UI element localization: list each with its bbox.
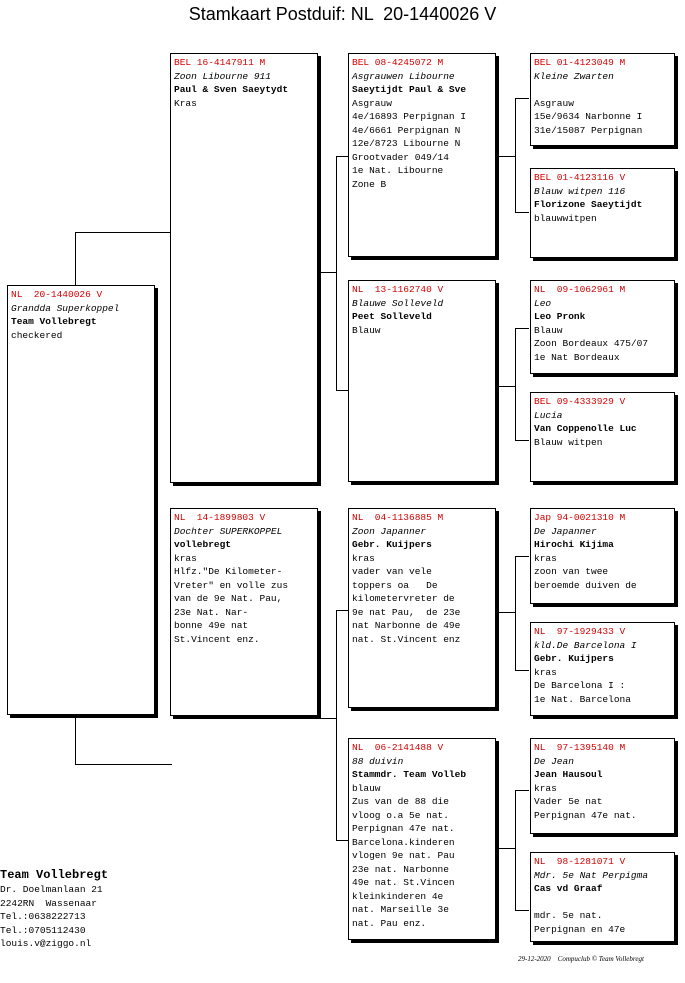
connector <box>336 390 348 391</box>
info-line: kras <box>534 782 557 794</box>
connector <box>498 156 515 157</box>
pigeon-card-ffm[interactable] <box>530 168 675 258</box>
pigeon-card-mother[interactable] <box>170 508 318 716</box>
ring-number: BEL 01-4123116 V <box>534 172 626 183</box>
ring-number: NL 14-1899803 V <box>174 512 266 523</box>
info-line: blauw <box>352 782 381 794</box>
owner-name: Florizone Saeytijdt <box>534 199 643 210</box>
info-line: 4e/16893 Perpignan I <box>352 111 467 122</box>
breeder-name: Team Vollebregt <box>0 868 109 882</box>
info-line: Barcelona.kinderen <box>352 836 455 848</box>
info-line: kras <box>534 552 557 564</box>
info-line: 49e nat. St.Vincen <box>352 877 455 888</box>
connector <box>498 848 515 849</box>
owner-name: Leo Pronk <box>534 311 586 322</box>
connector <box>515 790 529 791</box>
ring-number: NL 09-1062961 M <box>534 284 626 295</box>
ring-number: NL 20-1440026 V <box>11 289 103 300</box>
info-line: 1e Nat. Barcelona <box>534 693 631 705</box>
info-line: Vreter" en volle zus <box>174 579 289 591</box>
info-line: mdr. 5e nat. <box>534 910 603 921</box>
info-line: kilometervreter de <box>352 593 455 604</box>
info-line: 23e nat. Narbonne <box>352 863 449 875</box>
connector <box>75 714 76 764</box>
info-line: St.Vincent enz. <box>174 633 260 645</box>
info-line: Vader 5e nat <box>534 796 603 807</box>
info-line: blauwwitpen <box>534 212 597 224</box>
breeder-phone-line: Tel.:0705112430 <box>0 924 86 936</box>
connector <box>515 910 529 911</box>
ring-number: NL 97-1929433 V <box>534 626 626 637</box>
pigeon-name: Grandda Superkoppel <box>11 302 120 314</box>
owner-name: Saeytijdt Paul & Sve <box>352 84 467 95</box>
info-line <box>534 896 671 910</box>
connector <box>515 440 529 441</box>
connector <box>75 764 172 765</box>
page-title: Stamkaart Postduif: NL 20-1440026 V <box>188 4 497 24</box>
breeder-email[interactable]: louis.v@ziggo.nl <box>0 938 92 949</box>
connector <box>515 98 529 99</box>
pigeon-name: Asgrauwen Libourne <box>352 70 455 82</box>
info-line: nat. Pau enz. <box>352 917 427 929</box>
pigeon-card-fff[interactable] <box>530 53 675 146</box>
connector <box>515 328 516 440</box>
info-line: De Barcelona I : <box>534 680 626 691</box>
pigeon-name: Lucia <box>534 409 563 421</box>
info-line: nat. Marseille 3e <box>352 904 449 915</box>
info-line: bonne 49e nat <box>174 620 249 631</box>
info-line: Kras <box>174 97 197 109</box>
info-line: Asgrauw <box>352 97 392 109</box>
connector <box>515 328 529 329</box>
connector <box>515 98 516 212</box>
info-line: 23e Nat. Nar- <box>174 606 249 618</box>
ring-number: BEL 08-4245072 M <box>352 57 444 68</box>
connector <box>498 612 515 613</box>
breeder-info <box>0 867 108 951</box>
owner-name: Van Coppenolle Luc <box>534 423 637 434</box>
pigeon-card-mother-mother[interactable] <box>348 738 496 940</box>
info-line: Zone B <box>352 178 387 190</box>
pigeon-card-mff[interactable] <box>530 508 675 604</box>
pigeon-name: Blauw witpen 116 <box>534 185 626 197</box>
owner-name: Gebr. Kuijpers <box>534 653 614 664</box>
info-line: toppers oa De <box>352 579 438 591</box>
pigeon-name: Dochter SUPERKOPPEL <box>174 525 283 537</box>
info-line: Blauw witpen <box>534 436 603 448</box>
info-line: 12e/8723 Libourne N <box>352 138 461 149</box>
info-line: Blauw <box>534 324 563 336</box>
info-line: nat. St.Vincent enz <box>352 633 461 645</box>
owner-name: Team Vollebregt <box>11 316 97 327</box>
pigeon-name: De Japanner <box>534 525 597 537</box>
pigeon-name: Kleine Zwarten <box>534 70 614 82</box>
connector <box>321 272 336 273</box>
footer-credit: 29-12-2020 Compuclub © Team Vollebregt <box>518 955 644 963</box>
info-line: Zus van de 88 die <box>352 796 449 807</box>
connector <box>515 790 516 910</box>
ring-number: Jap 94-0021310 M <box>534 512 626 523</box>
ring-number: NL 06-2141488 V <box>352 742 444 753</box>
pigeon-card-mmm[interactable] <box>530 852 675 942</box>
info-line: Blauw <box>352 324 381 336</box>
owner-name: Paul & Sven Saeytydt <box>174 84 289 95</box>
pigeon-card-mother-father[interactable] <box>348 508 496 708</box>
pigeon-card-fmf[interactable] <box>530 280 675 374</box>
connector <box>321 718 336 719</box>
info-line: Zoon Bordeaux 475/07 <box>534 338 649 349</box>
info-line: Grootvader 049/14 <box>352 151 449 163</box>
info-line: kras <box>174 552 197 564</box>
ring-number: NL 97-1395140 M <box>534 742 626 753</box>
pigeon-name: De Jean <box>534 755 574 767</box>
breeder-address-line: Dr. Doelmanlaan 21 <box>0 884 103 895</box>
owner-name: vollebregt <box>174 539 232 550</box>
ring-number: BEL 01-4123049 M <box>534 57 626 68</box>
pigeon-name: 88 duivin <box>352 755 404 767</box>
info-line: van de 9e Nat. Pau, <box>174 593 283 604</box>
pigeon-card-mmf[interactable] <box>530 738 675 834</box>
pigeon-card-father[interactable] <box>170 53 318 483</box>
info-line: checkered <box>11 329 63 341</box>
info-line: 1e Nat Bordeaux <box>534 351 620 363</box>
info-line: kras <box>352 552 375 564</box>
info-line: beroemde duiven de <box>534 579 637 591</box>
ring-number: NL 98-1281071 V <box>534 856 626 867</box>
info-line: vlogen 9e nat. Pau <box>352 850 455 861</box>
owner-name: Stammdr. Team Volleb <box>352 769 467 780</box>
owner-name: Gebr. Kuijpers <box>352 539 432 550</box>
info-line: 1e Nat. Libourne <box>352 165 444 176</box>
info-line: vloog o.a 5e nat. <box>352 809 449 821</box>
info-line: 31e/15087 Perpignan <box>534 124 643 136</box>
connector <box>515 556 516 670</box>
info-line: Perpignan 47e nat. <box>534 809 637 821</box>
info-line: nat Narbonne de 49e <box>352 620 461 631</box>
info-line: kleinkinderen 4e <box>352 890 444 902</box>
info-line: Perpignan 47e nat. <box>352 823 455 834</box>
owner-name <box>534 83 671 97</box>
pigeon-name: Zoon Japanner <box>352 525 427 537</box>
connector <box>498 386 515 387</box>
info-line: zoon van twee <box>534 566 609 577</box>
owner-name: Jean Hausoul <box>534 769 603 780</box>
info-line: 15e/9634 Narbonne I <box>534 111 643 122</box>
breeder-postcode-line: 2242RN Wassenaar <box>0 897 97 909</box>
ring-number: BEL 09-4333929 V <box>534 396 626 407</box>
pigeon-card-fmm[interactable] <box>530 392 675 482</box>
connector <box>336 156 348 157</box>
info-line: Hlfz."De Kilometer- <box>174 566 283 577</box>
pigeon-card-subject[interactable] <box>7 285 155 715</box>
ring-number: NL 04-1136885 M <box>352 512 444 523</box>
owner-name: Cas vd Graaf <box>534 883 603 894</box>
owner-name: Hirochi Kijima <box>534 539 614 550</box>
info-line: kras <box>534 666 557 678</box>
connector <box>336 610 337 840</box>
pigeon-card-father-father[interactable] <box>348 53 496 257</box>
connector <box>75 232 172 233</box>
connector <box>75 232 76 285</box>
connector <box>336 610 348 611</box>
info-line: vader van vele <box>352 566 432 577</box>
breeder-phone-line: Tel.:0638222713 <box>0 911 86 922</box>
connector <box>515 670 529 671</box>
info-line: Perpignan en 47e <box>534 923 626 935</box>
pigeon-name: Zoon Libourne 911 <box>174 70 271 82</box>
ring-number: NL 13-1162740 V <box>352 284 444 295</box>
connector <box>336 840 348 841</box>
connector <box>515 212 529 213</box>
pigeon-card-mfm[interactable] <box>530 622 675 716</box>
owner-name: Peet Solleveld <box>352 311 432 322</box>
pigeon-card-father-mother[interactable] <box>348 280 496 482</box>
info-line: Asgrauw <box>534 97 574 109</box>
info-line: 4e/6661 Perpignan N <box>352 124 461 136</box>
info-line: 9e nat Pau, de 23e <box>352 606 461 618</box>
pigeon-name: kld.De Barcelona I <box>534 639 637 651</box>
pigeon-name: Mdr. 5e Nat Perpigma <box>534 869 649 881</box>
pigeon-name: Blauwe Solleveld <box>352 297 444 309</box>
connector <box>515 556 529 557</box>
ring-number: BEL 16-4147911 M <box>174 57 266 68</box>
pigeon-name: Leo <box>534 297 552 309</box>
connector <box>336 156 337 390</box>
